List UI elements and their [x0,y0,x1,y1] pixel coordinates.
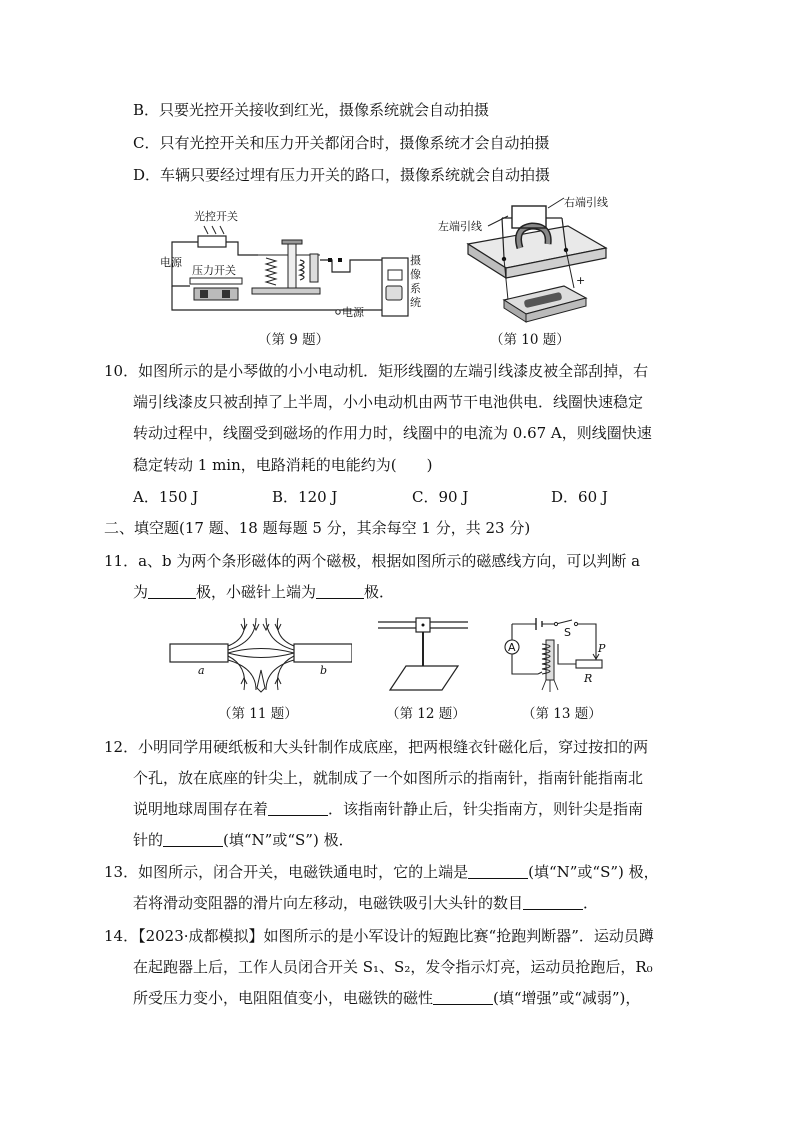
q10-option-d: D．60 J [551,488,608,506]
fig10-plus-label: + [576,274,586,287]
fig12-caption: （第 12 题） [386,706,466,722]
q14-text-3a: 所受压力变小，电阻阻值变小，电磁铁的磁性 [133,989,434,1007]
figure-10 [438,192,628,328]
q11-line-2 [133,582,394,602]
q13-text-2b: ． [583,894,599,912]
fig9-camera-char-1: 摄 [410,254,421,267]
q12-line-1: 12．小明同学用硬纸板和大头针制作成底座，把两根缝衣针磁化后，穿过按扣的两 [104,738,649,756]
q10-line-3: 转动过程中，线圈受到磁场的作用力时，线圈中的电流为 0.67 A，则线圈快速 [133,424,652,442]
figure-11 [168,614,352,694]
q11-text-a: 为 [133,583,149,601]
fig9-power-left-label: 电源 [160,256,182,269]
q11-text-c: 极． [364,583,395,601]
fig9-power-bottom-label: 电源 [342,306,364,319]
q13-line-2 [133,893,598,913]
fig13-caption: （第 13 题） [522,706,602,722]
q14-text-3b: (填“增强”或“减弱”)， [493,989,641,1007]
q9-option-c: C．只有光控开关和压力开关都闭合时，摄像系统才会自动拍摄 [133,134,550,152]
section-2-heading: 二、填空题(17 题、18 题每题 5 分，其余每空 1 分，共 23 分) [104,519,531,537]
q14-line-3 [133,988,640,1008]
q13-text-1a: 13．如图所示，闭合开关，电磁铁通电时，它的上端是 [104,863,469,881]
q10-option-a: A．150 J [133,488,199,506]
q10-line-2: 端引线漆皮只被刮掉了上半周，小小电动机由两节干电池供电．线圈快速稳定 [133,393,644,411]
q14-line-1: 14．【2023·成都模拟】如图所示的是小军设计的短跑比赛“抢跑判断器”．运动员蹲 [104,927,654,945]
q14-line-2: 在起跑器上后，工作人员闭合开关 S₁、S₂，发令指示灯亮，运动员抢跑后，R₀ [133,958,653,976]
q14-blank-1[interactable] [433,989,493,1005]
q13-text-1b: (填“N”或“S”) 极， [528,863,659,881]
fig13-rheostat-label: R [584,672,593,685]
q12-text-4a: 针的 [133,831,164,849]
fig13-ammeter-label: A [508,641,516,654]
q13-blank-1[interactable] [468,863,528,879]
q13-line-1 [104,862,659,882]
q12-text-3b: ．该指南针静止后，针尖指南方，则针尖是指南 [328,800,644,818]
q13-blank-2[interactable] [523,894,583,910]
fig9-light-switch-label: 光控开关 [194,210,238,223]
q11-blank-2[interactable] [316,583,364,599]
q12-line-2: 个孔，放在底座的针尖上，就制成了一个如图所示的指南针，指南针能指南北 [133,769,644,787]
q12-text-3a: 说明地球周围存在着 [133,800,269,818]
fig13-switch-label: S [564,626,571,639]
fig10-caption: （第 10 题） [490,332,570,348]
figure-13 [496,614,606,694]
q12-blank-2[interactable] [163,831,223,847]
fig9-camera-char-4: 统 [410,296,421,309]
q12-line-3 [133,799,643,819]
fig9-camera-char-2: 像 [410,268,421,281]
q10-line-4: 稳定转动 1 min，电路消耗的电能约为( ) [133,456,433,474]
fig11-b-label: b [320,664,328,677]
q9-option-b: B．只要光控开关接收到红光，摄像系统就会自动拍摄 [133,101,490,119]
q10-option-c: C．90 J [412,488,469,506]
q11-blank-1[interactable] [148,583,196,599]
fig13-slider-label: P [598,642,606,655]
q13-text-2a: 若将滑动变阻器的滑片向左移动，电磁铁吸引大头针的数目 [133,894,524,912]
fig9-pressure-switch-label: 压力开关 [192,264,236,277]
figure-9 [160,200,440,328]
fig11-a-label: a [198,664,205,677]
q9-option-d: D．车辆只要经过埋有压力开关的路口，摄像系统就会自动拍摄 [133,166,551,184]
figure-12 [372,614,472,694]
fig9-camera-char-3: 系 [410,282,421,295]
fig10-left-lead-label: 左端引线 [438,220,482,233]
q12-blank-1[interactable] [268,800,328,816]
q11-line-1: 11．a、b 为两个条形磁体的两个磁极，根据如图所示的磁感线方向，可以判断 a [104,552,641,570]
q11-text-b: 极，小磁针上端为 [196,583,317,601]
fig11-caption: （第 11 题） [218,706,298,722]
fig9-caption: （第 9 题） [258,332,330,348]
q10-option-b: B．120 J [272,488,338,506]
q12-text-4b: (填“N”或“S”) 极． [223,831,354,849]
q10-line-1: 10．如图所示的是小琴做的小小电动机．矩形线圈的左端引线漆皮被全部刮掉，右 [104,362,649,380]
q12-line-4 [133,830,354,850]
fig10-right-lead-label: 右端引线 [564,196,608,209]
